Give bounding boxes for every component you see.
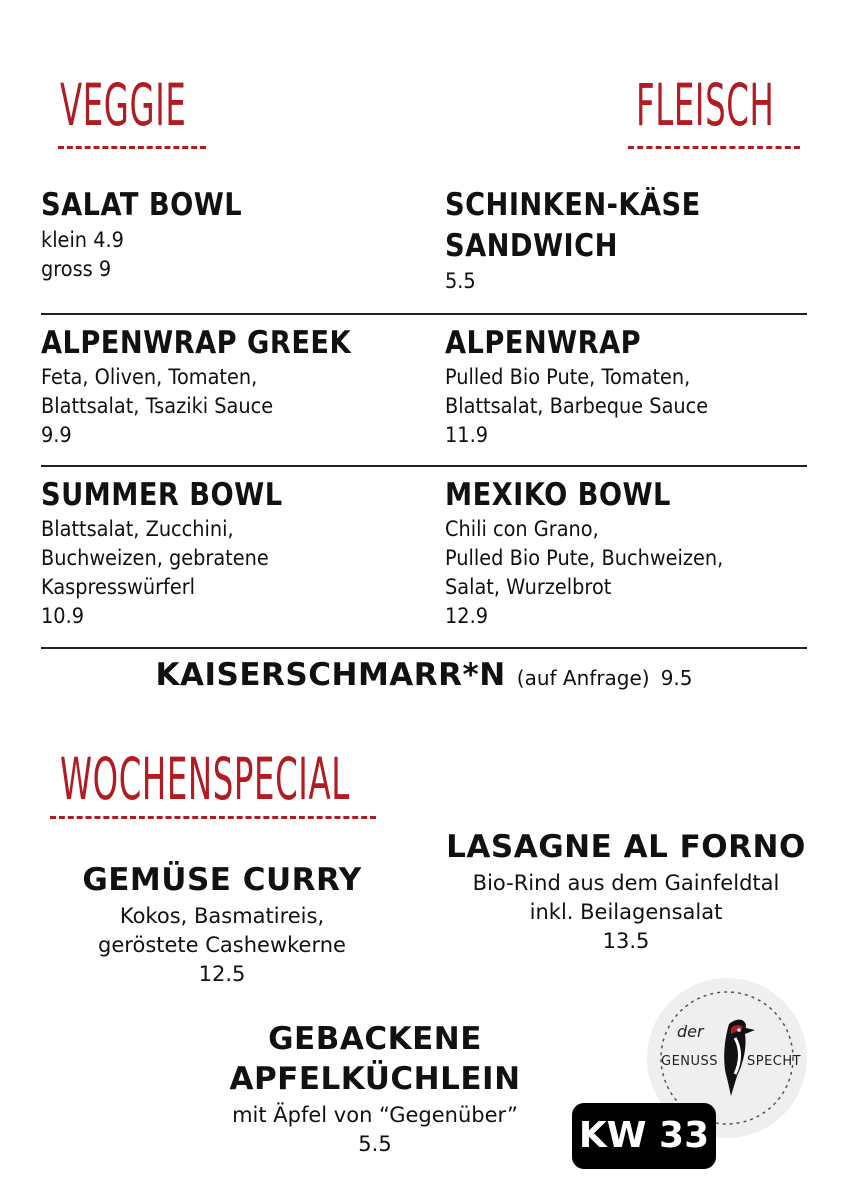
special-title-apfel-1: GEBACKENE: [268, 1021, 482, 1057]
item-title-summer-bowl: SUMMER BOWL: [41, 477, 283, 513]
special-desc-apfel-1: mit Äpfel von “Gegenüber”: [232, 1103, 518, 1127]
item-desc-alpenwrap-1: Pulled Bio Pute, Tomaten,: [445, 365, 691, 389]
item-price-schinken: 5.5: [445, 269, 476, 293]
item-title-kaiserschmarrn: KAISERSCHMARR*N: [155, 657, 506, 693]
heading-underline-veggie: [58, 146, 206, 149]
item-desc-alpenwrap-greek-1: Feta, Oliven, Tomaten,: [41, 365, 258, 389]
item-title-schinken-2: SANDWICH: [445, 228, 618, 264]
special-title-apfel-2: APFELKÜCHLEIN: [229, 1061, 521, 1097]
item-title-salat-bowl: SALAT BOWL: [41, 187, 243, 223]
item-desc-alpenwrap-greek-2: Blattsalat, Tsaziki Sauce: [41, 394, 274, 418]
special-title-lasagne: LASAGNE AL FORNO: [446, 829, 806, 865]
logo-text-genuss: GENUSS: [661, 1054, 719, 1069]
heading-underline-fleisch: [628, 146, 800, 149]
special-curry: [42, 862, 402, 989]
logo-text-specht: SPECHT: [747, 1054, 802, 1069]
logo-text-der: der: [677, 1022, 704, 1041]
item-desc-alpenwrap-2: Blattsalat, Barbeque Sauce: [445, 394, 709, 418]
special-lasagne: [446, 829, 806, 956]
item-title-alpenwrap-greek: ALPENWRAP GREEK: [41, 325, 352, 361]
divider: [41, 647, 807, 649]
special-desc-curry-1: Kokos, Basmatireis,: [119, 904, 325, 928]
special-apfel: [195, 1021, 555, 1159]
divider: [41, 313, 807, 315]
item-desc-mexiko-bowl-1: Chili con Grano,: [445, 517, 599, 541]
item-price-summer-bowl: 10.9: [41, 604, 85, 628]
special-desc-lasagne-1: Bio-Rind aus dem Gainfeldtal: [472, 871, 780, 895]
special-title-curry: GEMÜSE CURRY: [82, 862, 362, 898]
item-desc-mexiko-bowl-2: Pulled Bio Pute, Buchweizen,: [445, 546, 724, 570]
special-desc-curry-2: geröstete Cashewkerne: [98, 933, 346, 957]
item-price-alpenwrap: 11.9: [445, 423, 489, 447]
item-title-schinken-1: SCHINKEN-KÄSE: [445, 187, 701, 223]
item-title-mexiko-bowl: MEXIKO BOWL: [445, 477, 671, 513]
week-badge: KW 33: [572, 1103, 716, 1169]
section-heading-fleisch: FLEISCH: [636, 71, 775, 139]
special-price-apfel: 5.5: [358, 1132, 392, 1156]
section-heading-wochenspecial: WOCHENSPECIAL: [60, 745, 350, 813]
item-note-kaiserschmarrn: (auf Anfrage): [516, 666, 650, 690]
item-desc-summer-bowl-1: Blattsalat, Zucchini,: [41, 517, 234, 541]
section-heading-veggie: VEGGIE: [60, 71, 187, 139]
item-desc-summer-bowl-2: Buchweizen, gebratene: [41, 546, 269, 570]
item-price-mexiko-bowl: 12.9: [445, 604, 489, 628]
special-price-curry: 12.5: [198, 962, 246, 986]
divider: [41, 465, 807, 467]
special-desc-lasagne-2: inkl. Beilagensalat: [529, 900, 723, 924]
item-desc-summer-bowl-3: Kaspresswürferl: [41, 575, 196, 599]
item-price-kaiserschmarrn: 9.5: [660, 666, 693, 690]
item-desc-salat-bowl-1: klein 4.9: [41, 228, 124, 252]
item-price-alpenwrap-greek: 9.9: [41, 423, 72, 447]
item-desc-mexiko-bowl-3: Salat, Wurzelbrot: [445, 575, 612, 599]
item-desc-salat-bowl-2: gross 9: [41, 257, 112, 281]
heading-underline-wochenspecial: [50, 816, 376, 819]
item-title-alpenwrap: ALPENWRAP: [445, 325, 642, 361]
kaiserschmarrn-line: [0, 657, 848, 693]
special-price-lasagne: 13.5: [602, 929, 650, 953]
